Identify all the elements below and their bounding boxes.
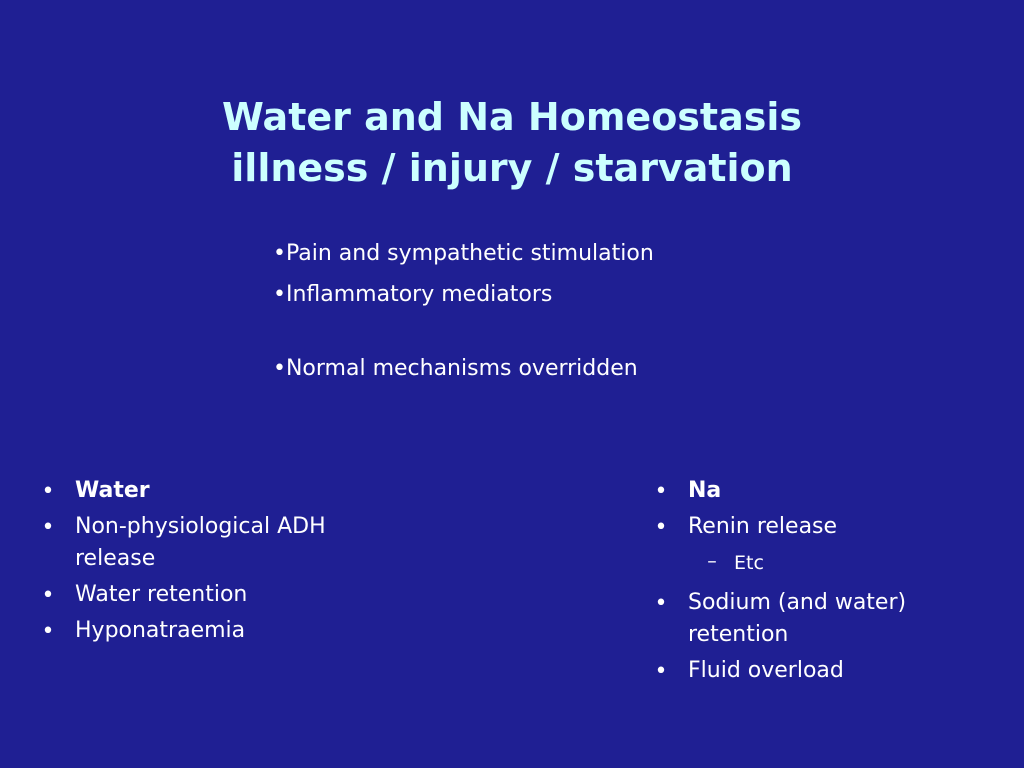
title-line-1: Water and Na Homeostasis [222, 95, 802, 139]
list-item [651, 511, 981, 543]
list-item-text: Na [688, 478, 722, 503]
slide-title [0, 92, 1024, 194]
bullet-marker: • [654, 591, 668, 616]
dash-marker: – [707, 550, 717, 572]
list-item [651, 587, 981, 651]
list-item [38, 615, 398, 647]
list-item-text: Non-physiological ADH release [75, 514, 326, 571]
water-column [38, 475, 398, 651]
bullet-marker: • [654, 479, 668, 504]
list-item-text: Water [75, 478, 150, 503]
list-item [38, 511, 398, 575]
sodium-column-heading [651, 475, 981, 507]
list-item [38, 579, 398, 611]
bullet-marker: • [654, 659, 668, 684]
bullet-marker: • [41, 479, 55, 504]
center-bullet-item: •Pain and sympathetic stimulation [273, 241, 654, 266]
bullet-marker: • [41, 583, 55, 608]
center-bullet-list [273, 238, 654, 394]
list-item-text: Hyponatraemia [75, 618, 246, 643]
list-item-text: Sodium (and water) retention [688, 590, 907, 647]
water-column-heading [38, 475, 398, 507]
bullet-marker: • [41, 515, 55, 540]
bullet-marker: • [654, 515, 668, 540]
sodium-column [651, 475, 981, 691]
list-item-text: Etc [734, 552, 764, 574]
bullet-marker: • [41, 619, 55, 644]
list-item-text: Water retention [75, 582, 248, 607]
title-line-2: illness / injury / starvation [231, 146, 793, 190]
list-item [651, 655, 981, 687]
sub-list-item [651, 547, 981, 579]
center-bullet-item: •Normal mechanisms overridden [273, 356, 638, 381]
center-bullet-item: •Inflammatory mediators [273, 282, 553, 307]
list-item-text: Renin release [688, 514, 838, 539]
list-item-text: Fluid overload [688, 658, 844, 683]
